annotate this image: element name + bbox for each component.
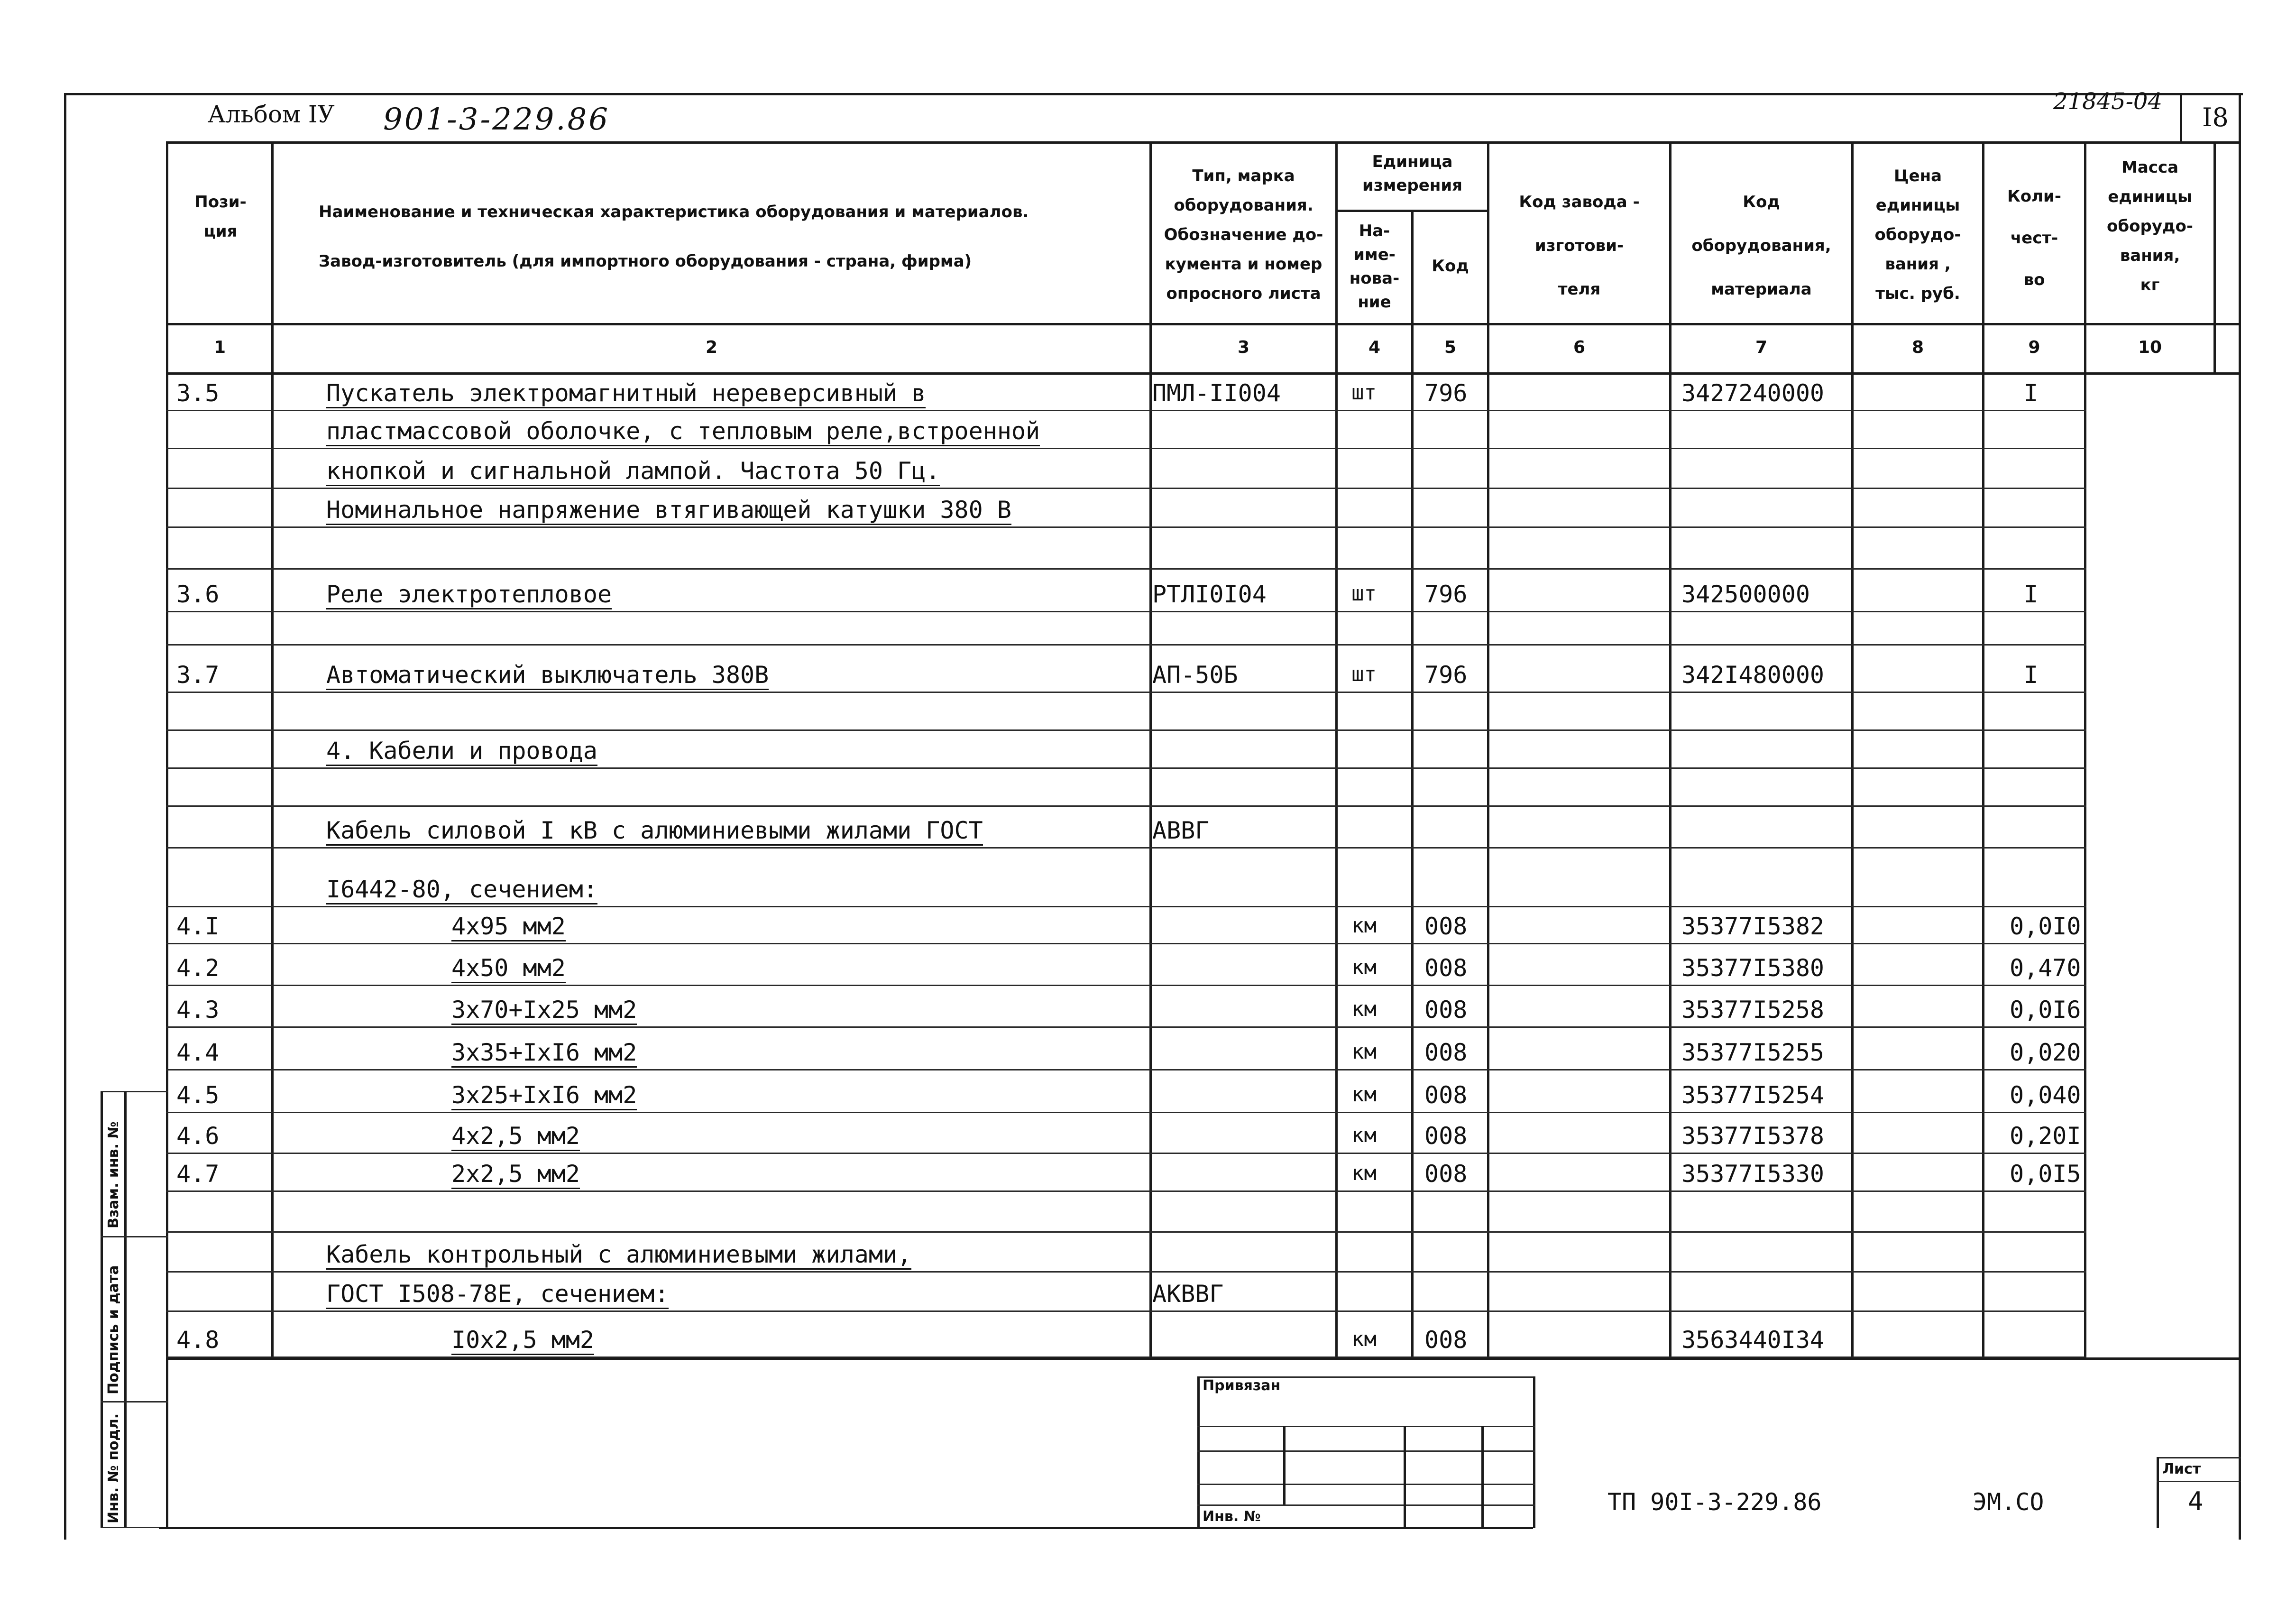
row-position: 3.5 — [176, 379, 220, 407]
row-quantity: 0,0I6 — [2010, 996, 2081, 1024]
row-quantity: I — [2024, 661, 2039, 689]
stamp-inv-label: Инв. № — [1203, 1508, 1261, 1525]
colnum-4: 4 — [1368, 338, 1381, 357]
frame-bottom-line — [159, 1527, 1533, 1529]
corner-sheet-number: I8 — [2202, 102, 2229, 132]
row-quantity: 0,20I — [2010, 1122, 2081, 1150]
row-cable-size: 4х95 мм2 — [451, 913, 566, 941]
row-unit-code: 008 — [1424, 996, 1468, 1024]
stamp-col-1 — [1283, 1426, 1286, 1504]
row-name: Кабель контрольный с алюминиевыми жилами, — [326, 1241, 911, 1270]
row-type: АП-50Б — [1152, 661, 1238, 689]
archive-code-handwritten: 21845-04 — [2053, 88, 2162, 115]
row-material-code: 35377I5254 — [1681, 1081, 1825, 1109]
sheet-label: Лист — [2162, 1461, 2201, 1477]
row-cable-size: 3х35+IхI6 мм2 — [451, 1039, 637, 1068]
row-unit: шт — [1351, 581, 1377, 606]
number-row-line — [166, 372, 2239, 375]
margin-row-line-2 — [101, 1236, 168, 1237]
document-section: ЭМ.СО — [1973, 1488, 2044, 1516]
row-quantity: 0,020 — [2010, 1039, 2081, 1066]
header-unit-name: На- име- нова- ние — [1349, 221, 1400, 312]
row-name: Кабель силовой I кВ с алюминиевыми жилами ГОСТ — [326, 817, 983, 846]
frame-right-line — [2239, 93, 2241, 1540]
header-quantity: Коли- чест- во — [2007, 187, 2061, 289]
stamp-bound-label: Привязан — [1203, 1377, 1281, 1394]
row-quantity: 0,0I5 — [2010, 1160, 2081, 1188]
row-material-code: 35377I5330 — [1681, 1160, 1825, 1188]
table-row — [166, 768, 2239, 806]
col-line-10 — [2213, 141, 2216, 372]
stamp-col-2 — [1404, 1426, 1406, 1528]
corner-box-line — [2180, 93, 2182, 141]
margin-row-line-4 — [101, 1527, 168, 1528]
row-unit-code: 008 — [1424, 913, 1468, 940]
stamp-col-3 — [1481, 1426, 1484, 1528]
row-position: 4.2 — [176, 954, 220, 982]
row-name: пластмассовой оболочке, с тепловым реле,встроенной — [326, 417, 1040, 446]
row-unit: км — [1351, 914, 1377, 938]
row-position: 4.4 — [176, 1039, 220, 1066]
row-position: 4.3 — [176, 996, 220, 1024]
sheet-box-mid — [2157, 1481, 2241, 1482]
colnum-3: 3 — [1237, 338, 1250, 357]
row-position: 4.8 — [176, 1326, 220, 1354]
row-unit: км — [1351, 1161, 1377, 1185]
colnum-6: 6 — [1573, 338, 1586, 357]
colnum-9: 9 — [2028, 338, 2040, 357]
row-unit: км — [1351, 1327, 1377, 1351]
side-label-replaced-inv: Взам. инв. № — [105, 1121, 122, 1228]
margin-line-left — [101, 1091, 103, 1528]
row-position: 4.I — [176, 913, 220, 940]
header-mass: Масса единицы оборудо- вания, кг — [2107, 158, 2193, 295]
row-name: кнопкой и сигнальной лампой. Частота 50 Гц. — [326, 457, 940, 486]
row-position: 4.7 — [176, 1160, 220, 1188]
row-unit-code: 008 — [1424, 954, 1468, 982]
frame-left-line — [64, 93, 66, 1540]
row-unit: км — [1351, 1123, 1377, 1147]
row-name: ГОСТ I508-78Е, сечением: — [326, 1280, 669, 1309]
margin-row-line-3 — [101, 1401, 168, 1403]
document-designation: ТП 90I-3-229.86 — [1607, 1488, 1822, 1516]
row-unit: км — [1351, 955, 1377, 979]
row-name: Автоматический выключатель 380В — [326, 661, 769, 690]
row-unit-code: 796 — [1424, 661, 1468, 689]
sheet-box-left — [2157, 1457, 2159, 1528]
row-quantity: I — [2024, 379, 2039, 407]
colnum-1: 1 — [213, 338, 226, 357]
header-manufacturer-code: Код завода - изготови- теля — [1519, 193, 1640, 299]
row-unit: км — [1351, 997, 1377, 1021]
row-unit-code: 008 — [1424, 1122, 1468, 1150]
row-material-code: 3427240000 — [1681, 379, 1825, 407]
row-position: 3.7 — [176, 661, 220, 689]
side-label-original-inv: Инв. № подл. — [105, 1413, 122, 1523]
header-bottom-line — [166, 323, 2239, 325]
row-unit-code: 008 — [1424, 1160, 1468, 1188]
frame-top-line — [64, 93, 2243, 95]
colnum-2: 2 — [705, 338, 718, 357]
row-material-code: 35377I5258 — [1681, 996, 1825, 1024]
row-unit-code: 796 — [1424, 581, 1468, 608]
row-cable-size: 2х2,5 мм2 — [451, 1160, 580, 1189]
table-top-line — [166, 141, 2239, 144]
row-quantity: 0,040 — [2010, 1081, 2081, 1109]
row-type: АКВВГ — [1152, 1280, 1224, 1308]
header-unit-code: Код — [1432, 257, 1469, 276]
row-position: 4.5 — [176, 1081, 220, 1109]
project-number-handwritten: 901-3-229.86 — [383, 102, 610, 137]
header-position: Пози- ция — [194, 193, 247, 241]
header-unit-group: Единица измерения — [1362, 152, 1462, 195]
row-unit-code: 008 — [1424, 1039, 1468, 1066]
stamp-line-2 — [1197, 1450, 1535, 1452]
sheet-number: 4 — [2188, 1486, 2204, 1516]
colnum-5: 5 — [1444, 338, 1457, 357]
stamp-line-3 — [1197, 1484, 1535, 1485]
row-quantity: I — [2024, 581, 2039, 608]
stamp-line-4 — [1197, 1504, 1535, 1506]
sheet-box-top — [2157, 1457, 2241, 1458]
album-label: Альбом IУ — [208, 101, 335, 128]
row-quantity: 0,0I0 — [2010, 913, 2081, 940]
row-unit-code: 796 — [1424, 379, 1468, 407]
row-type: АВВГ — [1152, 817, 1210, 844]
row-cable-size: I0х2,5 мм2 — [451, 1326, 594, 1355]
row-cable-size: 4х2,5 мм2 — [451, 1122, 580, 1151]
table-row — [166, 692, 2239, 730]
row-quantity: 0,470 — [2010, 954, 2081, 982]
row-unit: шт — [1351, 380, 1377, 405]
margin-row-line-1 — [101, 1091, 168, 1092]
row-unit: шт — [1351, 662, 1377, 686]
row-name: Номинальное напряжение втягивающей катушки 380 В — [326, 496, 1011, 525]
colnum-8: 8 — [1911, 338, 1924, 357]
row-material-code: 35377I5380 — [1681, 954, 1825, 982]
row-position: 3.6 — [176, 581, 220, 608]
table-row — [166, 527, 2239, 569]
row-material-code: 35377I5378 — [1681, 1122, 1825, 1150]
header-name: Наименование и техническая характеристика оборудования и материалов. Завод-изготовитель (для импортного оборудования - страна, фирма) — [319, 203, 1029, 271]
row-type: РТЛI0I04 — [1152, 581, 1267, 608]
row-material-code: 342I480000 — [1681, 661, 1825, 689]
row-unit-code: 008 — [1424, 1081, 1468, 1109]
colnum-7: 7 — [1755, 338, 1768, 357]
row-position: 4.6 — [176, 1122, 220, 1150]
row-material-code: 35377I5382 — [1681, 913, 1825, 940]
side-label-signature-date: Подпись и дата — [105, 1265, 122, 1394]
header-type: Тип, марка оборудования. Обозначение до- кумента и номер опросного листа — [1164, 166, 1323, 303]
row-material-code: 342500000 — [1681, 581, 1810, 608]
row-cable-size: 3х70+Iх25 мм2 — [451, 996, 637, 1025]
row-unit: км — [1351, 1082, 1377, 1107]
colnum-10: 10 — [2138, 338, 2162, 357]
row-cable-size: 4х50 мм2 — [451, 954, 566, 983]
row-name: Реле электротепловое — [326, 581, 612, 609]
header-material-code: Код оборудования, материала — [1691, 193, 1831, 299]
row-unit: км — [1351, 1040, 1377, 1064]
header-price: Цена единицы оборудо- вания , тыс. руб. — [1874, 166, 1961, 303]
row-name: I6442-80, сечением: — [326, 876, 597, 904]
row-cable-size: 3х25+IхI6 мм2 — [451, 1081, 637, 1110]
table-bottom-line — [166, 1357, 2239, 1360]
table-row — [166, 612, 2239, 645]
stamp-line-1 — [1197, 1426, 1535, 1427]
row-material-code: 3563440I34 — [1681, 1326, 1825, 1354]
row-type: ПМЛ-II004 — [1152, 379, 1281, 407]
margin-line-right — [124, 1091, 127, 1528]
row-material-code: 35377I5255 — [1681, 1039, 1825, 1066]
table-row — [166, 1191, 2239, 1232]
row-unit-code: 008 — [1424, 1326, 1468, 1354]
row-name: 4. Кабели и провода — [326, 737, 597, 766]
row-name: Пускатель электромагнитный нереверсивный в — [326, 379, 926, 408]
